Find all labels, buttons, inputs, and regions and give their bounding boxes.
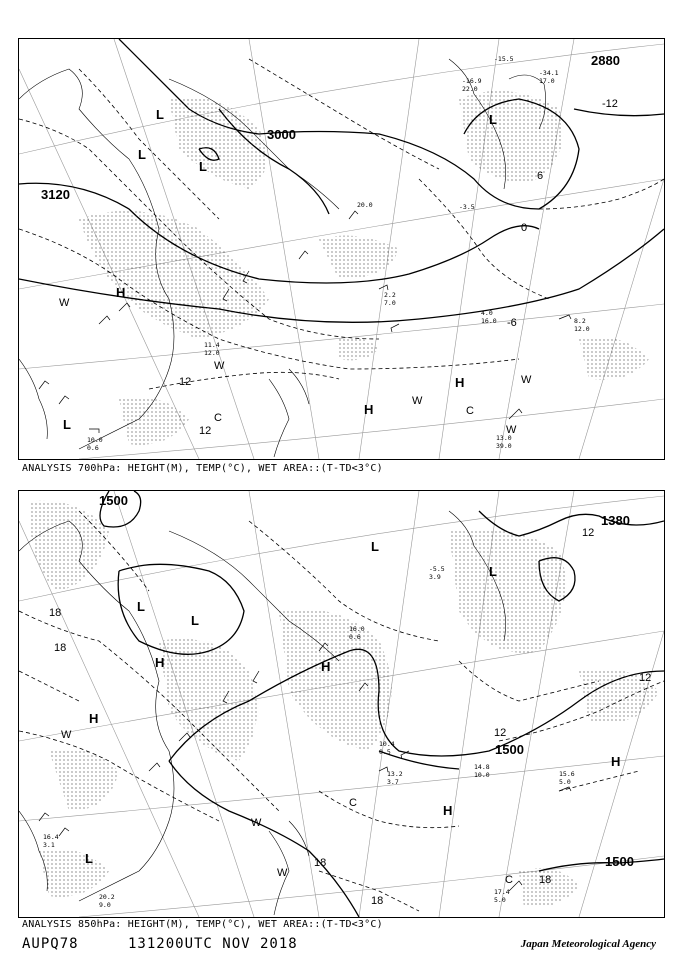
- obs-value: 13.2: [387, 770, 403, 778]
- obs-value: 4.0: [481, 309, 493, 317]
- obs-value: -15.5: [494, 55, 514, 63]
- cold-mark: C: [349, 797, 357, 809]
- obs-value: 10.4: [379, 740, 395, 748]
- obs-value: 3.1: [43, 841, 55, 849]
- wet-areas: [79, 91, 649, 445]
- obs-value: 12.0: [574, 325, 590, 333]
- obs-value: 3.7: [387, 778, 399, 786]
- temp-label: 12: [179, 376, 192, 388]
- low-center: L: [199, 159, 207, 174]
- chart-850hpa-caption: ANALYSIS 850hPa: HEIGHT(M), TEMP(°C), WET AREA::(T-TD<3°C): [22, 919, 383, 930]
- warm-mark: W: [521, 374, 532, 386]
- warm-mark: W: [412, 395, 423, 407]
- warm-mark: W: [506, 424, 517, 436]
- obs-value: 17.4: [494, 888, 510, 896]
- height-label: 2880: [591, 53, 620, 68]
- high-center: H: [455, 375, 465, 390]
- high-center: H: [116, 285, 126, 300]
- low-center: L: [63, 417, 71, 432]
- low-center: L: [489, 564, 497, 579]
- obs-value: 14.8: [474, 763, 490, 771]
- high-center: H: [611, 754, 621, 769]
- low-center: L: [191, 613, 199, 628]
- low-center: L: [489, 112, 497, 127]
- obs-value: 0.5: [379, 748, 391, 756]
- temp-label: 18: [314, 857, 327, 869]
- obs-value: 16.4: [43, 833, 59, 841]
- warm-mark: W: [277, 867, 288, 879]
- temp-label: 0: [521, 222, 528, 234]
- temp-label: -6: [507, 317, 517, 329]
- low-center: L: [138, 147, 146, 162]
- cold-mark: C: [466, 405, 474, 417]
- high-center: H: [443, 803, 453, 818]
- obs-value: -34.1: [539, 69, 559, 77]
- obs-value: 12.0: [204, 349, 220, 357]
- obs-value: 2.2: [384, 291, 396, 299]
- obs-value: -16.9: [462, 77, 482, 85]
- chart-700hpa: [18, 38, 665, 460]
- obs-value: 10.0: [474, 771, 490, 779]
- warm-mark: W: [251, 817, 262, 829]
- low-center: L: [85, 851, 93, 866]
- temp-label: -12: [602, 98, 618, 110]
- obs-value: 11.4: [204, 341, 220, 349]
- height-label: 1380: [601, 513, 630, 528]
- obs-value: 39.0: [496, 442, 512, 450]
- obs-value: 7.0: [384, 299, 396, 307]
- obs-value: 10.0: [87, 436, 103, 444]
- obs-value: 9.0: [99, 901, 111, 909]
- temp-label: 12: [639, 672, 652, 684]
- low-center: L: [137, 599, 145, 614]
- obs-value: 16.0: [481, 317, 497, 325]
- height-label: 3120: [41, 187, 70, 202]
- height-label: 1500: [605, 854, 634, 869]
- obs-value: 20.0: [357, 201, 373, 209]
- temp-label: 12: [494, 727, 507, 739]
- obs-value: 17.0: [539, 77, 555, 85]
- obs-value: 22.0: [462, 85, 478, 93]
- chart-code: AUPQ78: [22, 936, 79, 952]
- temp-label: 18: [371, 895, 384, 907]
- high-center: H: [155, 655, 165, 670]
- height-label: 1500: [495, 742, 524, 757]
- temp-label: 6: [537, 170, 544, 182]
- temp-label: 18: [49, 607, 62, 619]
- chart-850hpa-map: [19, 491, 664, 917]
- agency-name: Japan Meteorological Agency: [520, 938, 656, 950]
- height-label: 3000: [267, 127, 296, 142]
- obs-value: 13.0: [496, 434, 512, 442]
- high-center: H: [364, 402, 374, 417]
- temp-label: 12: [199, 425, 212, 437]
- chart-700hpa-caption: ANALYSIS 700hPa: HEIGHT(M), TEMP(°C), WET AREA::(T-TD<3°C): [22, 463, 383, 474]
- obs-value: 5.0: [559, 778, 571, 786]
- cold-mark: C: [214, 412, 222, 424]
- temp-label: 18: [539, 874, 552, 886]
- valid-time: 131200UTC NOV 2018: [128, 936, 298, 952]
- cold-mark: C: [505, 874, 513, 886]
- high-center: H: [89, 711, 99, 726]
- high-center: H: [321, 659, 331, 674]
- wet-areas: [29, 500, 659, 906]
- obs-value: 0.6: [349, 633, 361, 641]
- obs-value: 16.0: [349, 625, 365, 633]
- obs-value: -5.5: [429, 565, 445, 573]
- chart-700hpa-map: [19, 39, 664, 459]
- low-center: L: [371, 539, 379, 554]
- temp-label: 12: [582, 527, 595, 539]
- obs-value: 8.2: [574, 317, 586, 325]
- obs-value: -3.5: [459, 203, 475, 211]
- obs-value: 5.0: [494, 896, 506, 904]
- chart-850hpa: [18, 490, 665, 918]
- temp-label: 18: [54, 642, 67, 654]
- warm-mark: W: [59, 297, 70, 309]
- obs-value: 15.6: [559, 770, 575, 778]
- warm-mark: W: [214, 360, 225, 372]
- height-label: 1500: [99, 493, 128, 508]
- warm-mark: W: [61, 729, 72, 741]
- obs-value: 3.9: [429, 573, 441, 581]
- obs-value: 0.6: [87, 444, 99, 452]
- obs-value: 20.2: [99, 893, 115, 901]
- low-center: L: [156, 107, 164, 122]
